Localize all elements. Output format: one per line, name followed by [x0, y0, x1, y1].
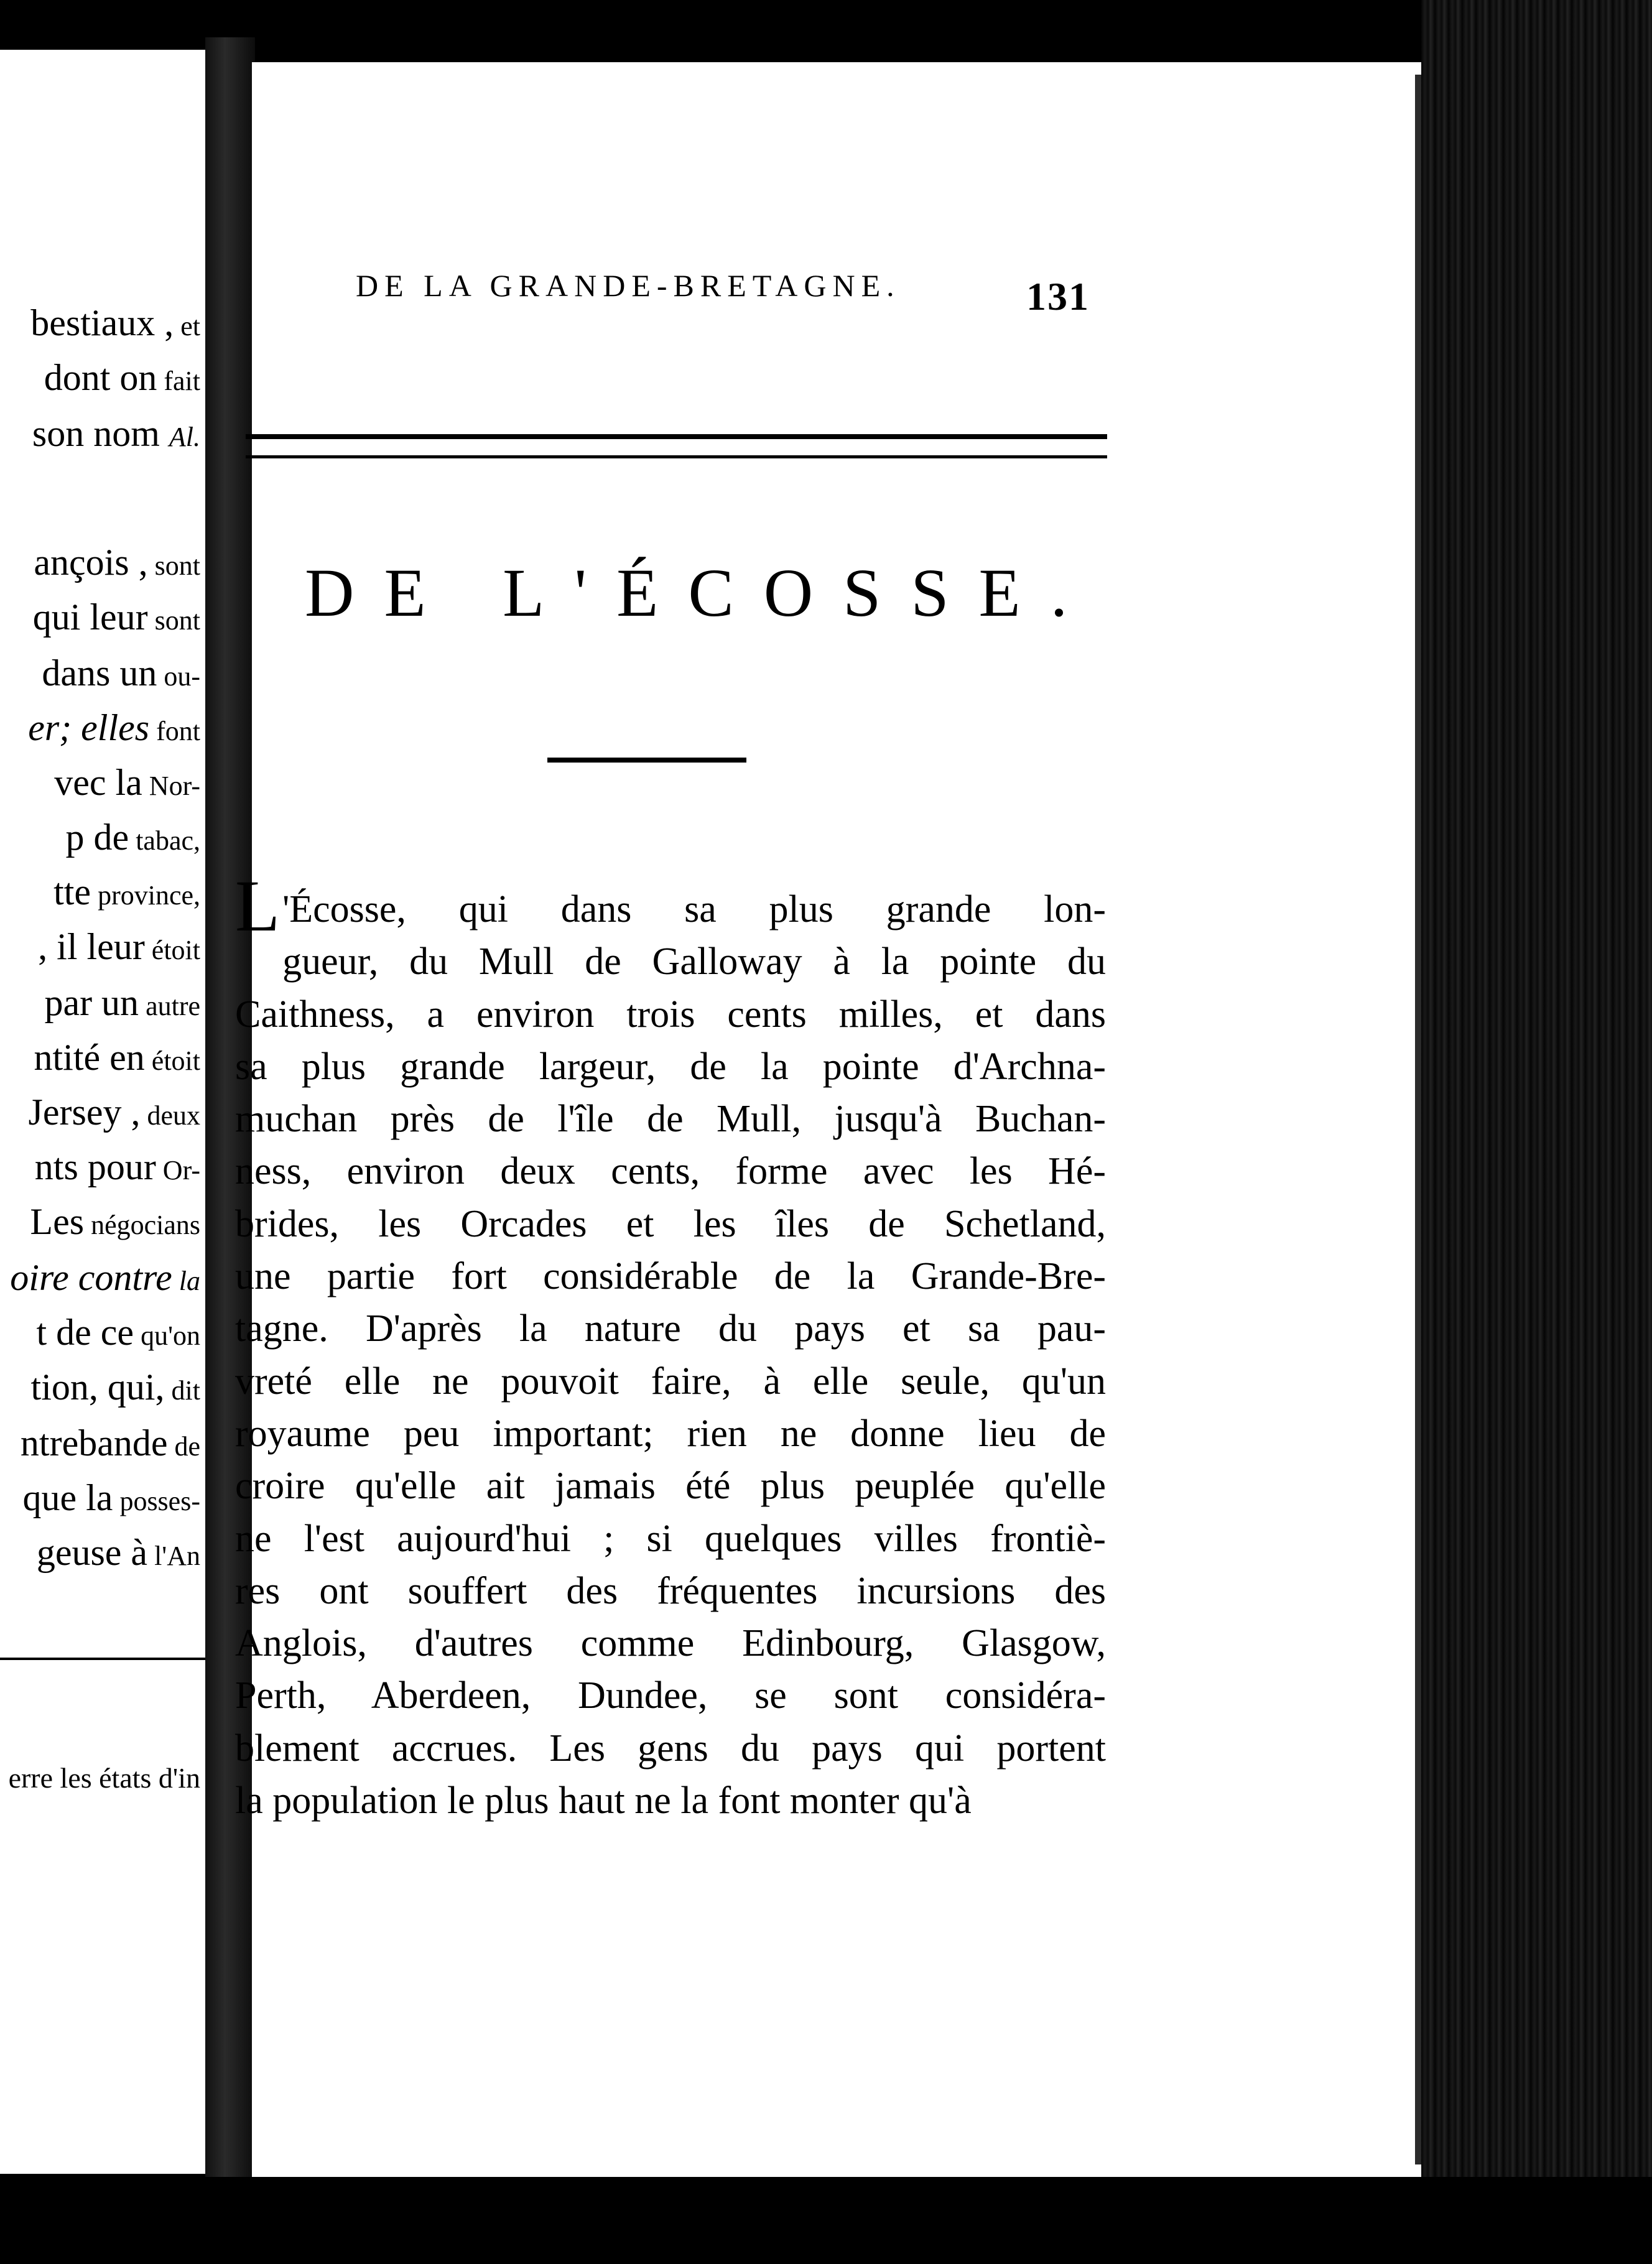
scan-bottom-border: [0, 2177, 1652, 2264]
body-line: Caithness, a environ trois cents milles, et dans: [235, 993, 1106, 1036]
left-page-line-main: Les: [30, 1201, 85, 1242]
body-line: ness, environ deux cents, forme avec les Hé-: [235, 1150, 1106, 1193]
left-page-line: [34, 535, 200, 593]
left-page-line-end: province,: [91, 880, 200, 911]
left-page-line-main: ançois ,: [34, 542, 148, 583]
left-page-line-end: dit: [164, 1375, 200, 1406]
left-page-line: [32, 406, 200, 465]
left-page-line-end: sont: [147, 605, 200, 636]
left-page-line-main: dont on: [44, 357, 157, 398]
left-page-line: [30, 1194, 200, 1253]
left-page-line: [23, 1470, 201, 1529]
left-page-line-end: fait: [157, 366, 200, 396]
body-line: croire qu'elle ait jamais été plus peuplée qu'elle: [235, 1465, 1106, 1508]
left-page-line-main: qui leur: [32, 596, 148, 638]
left-page-line: [34, 1030, 200, 1088]
left-page-line-main: son nom: [32, 413, 169, 454]
body-line: une partie fort considérable de la Grande-Bre-: [235, 1255, 1106, 1298]
body-line: muchan près de l'île de Mull, jusqu'à Buchan-: [235, 1098, 1106, 1141]
footnote-rule: [0, 1658, 205, 1660]
body-line: 'Écosse, qui dans sa plus grande lon-: [282, 888, 1106, 930]
left-page-line-end: Al.: [169, 422, 200, 452]
left-page-line-end: qu'on: [134, 1320, 200, 1351]
page-number: 131: [1026, 274, 1090, 318]
header-rule-thin: [246, 455, 1107, 458]
drop-cap: L: [235, 865, 281, 947]
body-text: [235, 865, 1106, 1827]
body-line: brides, les Orcades et les îles de Schetland,: [235, 1202, 1106, 1245]
left-page: [0, 50, 205, 2174]
left-page-line-end: étoit: [144, 935, 200, 965]
body-line: tagne. D'après la nature du pays et sa pau-: [235, 1307, 1106, 1350]
header-rule-thick: [246, 434, 1107, 439]
left-page-line: [28, 700, 200, 759]
left-page-line-end: la: [172, 1266, 200, 1296]
left-page-line-main: geuse à: [36, 1532, 148, 1573]
chapter-title: DE L'ÉCOSSE.: [305, 555, 1098, 631]
left-page-line-end: l'An: [147, 1541, 200, 1571]
body-line: res ont souffert des fréquentes incursions des: [235, 1569, 1106, 1612]
title-rule: [547, 758, 746, 763]
footnote-fragment: erre les états d'in: [8, 1762, 200, 1794]
body-line: blement accrues. Les gens du pays qui portent: [235, 1727, 1106, 1770]
body-line: vreté elle ne pouvoit faire, à elle seule, qu'un: [235, 1360, 1106, 1403]
body-line: ne l'est aujourd'hui ; si quelques villes frontiè-: [235, 1517, 1106, 1560]
left-page-line-main: tion, qui,: [30, 1366, 165, 1408]
left-page-line: [44, 975, 200, 1034]
body-line: Perth, Aberdeen, Dundee, se sont considéra-: [235, 1674, 1106, 1717]
body-line: Anglois, d'autres comme Edinbourg, Glasgow,: [235, 1622, 1106, 1665]
body-line: gueur, du Mull de Galloway à la pointe du: [282, 940, 1106, 983]
left-page-line-end: Nor-: [142, 771, 200, 801]
left-page-line-end: Or-: [155, 1155, 200, 1185]
left-page-line-main: Jersey ,: [28, 1092, 141, 1133]
left-page-line-end: négocians: [84, 1210, 200, 1240]
left-page-line-end: ou-: [157, 661, 200, 692]
left-page-line-main: er; elles: [28, 707, 150, 748]
left-page-line: [42, 646, 200, 704]
left-page-line-main: tte: [53, 871, 91, 912]
left-page-line: [29, 1085, 200, 1143]
left-page-line-main: vec la: [54, 762, 142, 803]
left-page-line-main: t de ce: [36, 1312, 134, 1353]
left-page-line-end: font: [149, 716, 200, 746]
left-page-line: [53, 865, 200, 923]
left-page-line-main: par un: [44, 982, 139, 1023]
left-page-line: [37, 1305, 201, 1363]
left-page-line-main: dans un: [42, 652, 157, 694]
left-page-line-end: tabac,: [129, 825, 200, 856]
left-page-line-main: p de: [65, 817, 129, 858]
left-page-line-main: bestiaux ,: [30, 302, 174, 343]
left-page-line: [10, 1250, 200, 1309]
book-cover: [1421, 0, 1652, 2264]
left-page-line-end: posses-: [113, 1486, 200, 1516]
left-page-line-end: deux: [140, 1100, 200, 1131]
left-page-line: [54, 755, 200, 814]
left-page-line-main: oire contre: [10, 1257, 172, 1298]
left-page-line-end: autre: [139, 991, 200, 1021]
left-page-line: [44, 350, 200, 409]
left-page-line: [38, 919, 200, 978]
body-line: la population le plus haut ne la font monter qu'à: [235, 1779, 972, 1822]
left-page-line-end: de: [167, 1431, 200, 1462]
body-line: royaume peu important; rien ne donne lieu de: [235, 1412, 1106, 1455]
left-page-line: [33, 590, 200, 648]
left-page-line-end: et: [174, 311, 200, 341]
left-page-line: [66, 810, 200, 868]
left-page-line-main: que la: [22, 1477, 113, 1518]
left-page-line: [37, 1525, 200, 1584]
left-page-line-main: , il leur: [38, 926, 145, 967]
left-page-line: [35, 1139, 200, 1198]
left-page-line: [30, 295, 200, 354]
left-page-line: [21, 1416, 200, 1474]
left-page-line-end: étoit: [144, 1046, 200, 1076]
body-lines: [235, 883, 1106, 1827]
body-line: sa plus grande largeur, de la pointe d'Archna-: [235, 1045, 1106, 1088]
left-page-line-main: ntrebande: [20, 1422, 168, 1464]
left-page-line-end: sont: [147, 550, 200, 581]
left-page-line-main: ntité en: [34, 1037, 145, 1078]
left-page-line: [31, 1360, 200, 1418]
left-page-line-main: nts pour: [34, 1146, 156, 1187]
running-head: DE LA GRANDE-BRETAGNE.: [356, 268, 901, 303]
